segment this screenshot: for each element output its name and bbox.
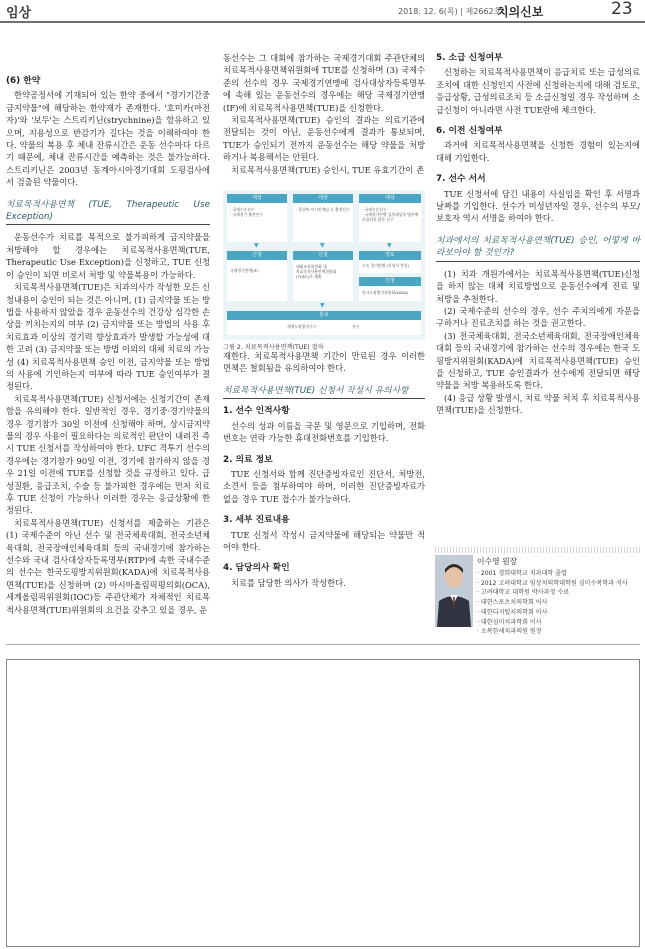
paragraph: 선수의 성과 이름을 국문 및 영문으로 기입하며, 전화번호는 연락 가능한 휴대전화번호를 기입한다. — [223, 420, 425, 444]
subheading-previous-application: 6. 이전 신청여부 — [436, 126, 503, 137]
flow-box — [293, 194, 353, 242]
subheading-athlete-info: 1. 선수 인적사항 — [223, 406, 290, 417]
author-name: 이수영 원장 — [477, 557, 518, 566]
cv-item: · 2012 고려대학교 임상치의학대학원 심미수복학과 석사 — [477, 579, 628, 587]
section-heading-dental-question: 치과에서의 치료목적사용면책(TUE) 승인, 어떻게 바라보아야 할 것인가? — [436, 235, 640, 262]
flow-box-text: · 국제수준선수 · 국제경기연맹 검사대상자 명부에 포함되지 않은 선수 — [362, 207, 419, 222]
cv-item: · 대한스포츠치의학회 이사 — [477, 599, 548, 607]
paragraph: 치료목적사용면책(TUE) 승인의 결과는 의료기관에 전달되는 것이 아닌, 운동선수에게 결과가 통보되며, TUE가 승인되기 전까지 운동선수는 해당 약물을 처방하거나 복용해서는 안된다. — [223, 115, 425, 163]
paragraph: 치료목적사용면책(TUE)은 치과의사가 작성한 모든 신청내용이 승인이 되는 것은 아니며, (1) 금지약물 또는 방법을 사용하지 않았을 경우 운동선수의 건강상 심각한 손상을 끼치는지의 여부 (2) 금지약물 또는 방법의 사용 후 치료효과 이상의 경기력 향상효과가 발생할 가능성에 대한 고려 (3) 금지약물 또는 방법 이외의 대체 치료의 가능성 (4) 치료목적사용면책 승인 이전, 금지약물 또는 방법의 사용에 기인하는지 여부에 따라 TUE 승인여부가 결정된다. — [6, 282, 210, 392]
paragraph: (3) 전국체육대회, 전국소년체육대회, 전국장애인체육대회 등의 국내경기에 참가하는 선수의 경우에는 한국 도핑방지위원회(KADA)에 치료목적사용면책(TUE) 승인을 신청하고, TUE 승인결과가 선수에게 전달되면 해당 약물을 처방 복용하도록 한다. — [436, 330, 640, 391]
flow-box-text: · 국제수준선수 · 국제경기 출전선수 — [230, 207, 263, 217]
flow-box-header: 신청 — [359, 277, 421, 286]
author-portrait-icon — [435, 555, 473, 627]
subheading-athlete-signature: 7. 선수 서서 — [436, 174, 486, 185]
flow-box — [227, 194, 287, 242]
flow-box — [359, 194, 421, 242]
paragraph: TUE 신청서 작성시 금지약물에 해당되는 약물만 적어야 한다. — [223, 529, 425, 552]
flow-box — [359, 277, 421, 301]
paragraph: (1) 치과 개원가에서는 치료목적사용면책(TUE)신청을 하지 않는 대체 치료방법으로 운동선수에게 진료 및 처방을 추천한다. — [436, 268, 640, 304]
paragraph: 치료목적사용면책(TUE) 승인시, TUE 유효기간이 존 — [231, 164, 425, 175]
section-heading-precautions: 치료목적사용면책(TUE) 신청서 작성시 유의사항 — [223, 385, 425, 399]
subheading-physician-confirm: 4. 담당의사 확인 — [223, 563, 290, 574]
flow-box-text: 선수 — [352, 324, 360, 329]
flow-box-text: 대회조직위원회 내 치료목적사용면책위원회 (TUEC)로 제출 — [296, 264, 337, 279]
flow-box-header: 신청 — [227, 251, 287, 260]
subheading-medical-info: 2. 의료 정보 — [223, 454, 273, 465]
flow-box-header: 검토 — [359, 251, 421, 260]
paragraph: 한약공정서에 기재되어 있는 한약 중에서 "경기기간중 금지약물"에 해당하는 한약재가 존재한다. '호미카(마전자)'와 '보두'는 스트리키닌(strychnine)을 함유하고 있으며, 지용성으로 반감기가 길다는 것을 이해하여야 한다. 약물의 복용 후 체내 잔류시간은 운동 선수마다 다르기 때문에, 체내 잔류시간을 예측하는 것은 불가능하다. 스트리키닌은 2003년 동계아시아경기대회 도핑검사에서 검출된 약물이다. — [6, 90, 210, 188]
flow-box — [293, 251, 353, 301]
cv-item: · 대한디지털치의학회 이사 — [477, 608, 548, 616]
subheading-korean-medicine: (6) 한약 — [6, 76, 41, 86]
article-column-1 — [6, 75, 210, 616]
article-column-3 — [436, 52, 640, 417]
section-divider — [6, 644, 640, 645]
flow-box — [227, 311, 421, 335]
paragraph: 운동선수가 치료를 목적으로 불가피하게 금지약물을 처방해야 할 경우에는 치료목적사용면책(TUE, Therapeutic Use Exception)을 신청하고, TUE 신청이 승인이 되면 비로서 처방 및 약물복용이 가능하다. — [6, 232, 210, 280]
flow-box-text: 국제경기연맹(IF) — [230, 268, 259, 273]
paragraph: 과거에 치료목적사용면책을 신청한 경험이 있는지에 대해 기입한다. — [436, 140, 640, 163]
paragraph: TUE 신청서에 담긴 내용이 사실임을 확인 후 서명과 날짜를 기입한다. 선수가 미성년자일 경우, 선수의 부모/보호자 역시 서명을 하여야 한다. — [436, 188, 640, 224]
issue-info: 2018. 12. 6(목) | 제2662호 — [398, 7, 502, 16]
paragraph: 치료목적사용면책(TUE) 신청서에는 신청기간이 존재함을 유의해야 한다. 일반적인 경우, 경기중·경기약물의 경우 경기참가 30일 이전에 신청해야 하며, 상시금지약물의 경우 사용이 필요하다는 의료적인 판단이 내려진 즉시 TUE 신청서를 작성하여야 한다. UFC 격투기 선수의 경우에는 경기참가 90일 이전, 경기에 참가하지 않을 경우 21일 이전에 TUE를 신청할 것을 규정하고 있다. 급성질환, 응급조치, 수술 등 불가피한 경우에는 먼저 치료 후 TUE 신청이 가능하나 이러한 경우는 응급상황에 한정된다. — [6, 393, 210, 516]
paragraph: 신청하는 치료목적사용면책이 응급치료 또는 급성의료조치에 대한 신청인지 사전에 신청하는지에 대해 검토로, 응급상황, 급성의료조치 등 소급신청일 경우 작성하며 소급신청이 아니라면 사전 TUE란에 체크한다. — [436, 67, 640, 115]
cv-item: · 오복한세치과의원 원장 — [477, 628, 542, 636]
blank-ad-area — [6, 659, 640, 947]
flow-box-text: 한국도핑방지위원회(KADA) — [362, 290, 409, 295]
flow-box-text: 소속 경기단체 (신청서 작성) — [362, 263, 409, 268]
author-cv-list — [477, 569, 628, 637]
flow-box — [359, 251, 421, 273]
arrow-down-icon: ▼ — [254, 242, 259, 249]
page-number: 23 — [611, 0, 633, 19]
flow-box-header: 대상 — [359, 194, 421, 203]
arrow-down-icon: ▼ — [320, 242, 325, 249]
paragraph: 동선수는 그 대회에 참가하는 국제경기대회 주관단체의 치료목적사용면책위원회에 TUE를 신청하며 (3) 국제수준의 선수의 경우 국제경기연맹에 검사대상자등록명부에 속해 있는 운동선수의 경우에는 해당 국제경기연맹(IF)에 치료목적사용면책(TUE)을 신청한다. — [223, 53, 425, 113]
newspaper-logo: 치의신보 — [497, 5, 544, 19]
flow-box-text: · 올림픽·아시안게임 등 출전선수 — [296, 207, 350, 212]
author-profile — [435, 547, 641, 637]
paragraph: TUE 신청서와 함께 진단증빙자료인 진단서, 처방전, 소견서 등을 첨부하여야 하며, 이러한 진단증빙자료가 없을 경우 TUE 접수가 불가능하다. — [223, 468, 425, 504]
paragraph: 재한다. 치료목적사용면책 기간이 만료된 경우 이러한 면책은 철회됨을 유의하여야 한다. — [223, 351, 425, 374]
cv-item: · 대한심미치과학회 이사 — [477, 618, 542, 626]
paragraph: (4) 응급 상황 발생시, 치료 약물 처치 후 치료목적사용면책(TUE)을 신청한다. — [436, 392, 640, 416]
flow-box-text: 세계도핑방지기구 — [287, 324, 317, 329]
paragraph: 치료목적사용면책(TUE) 신청서를 제출하는 기관은 (1) 국제수준이 아닌 선수 및 전국체육대회, 전국소년체육대회, 전국장애인체육대회 등의 국내경기에 참가하는 선수와 국내 검사대상자등록명부(RTP)에 속한 국내수준의 선수는 한국도핑방지위원회(KADA)에 치료목적사용면책(TUE)을 신청하며 (2) 아시아올림픽평의회(OCA), 세계올림픽위원회(IOC)등 주관단체가 자체적인 치료목적사용면책(TUE)위원회의 요건을 갖추고 있을 경우, 운 — [6, 517, 210, 615]
subheading-retroactive: 5. 소급 신청여부 — [436, 53, 503, 63]
header-rule — [0, 21, 645, 23]
flow-box-header: 대상 — [227, 194, 287, 203]
arrow-down-icon: ▼ — [387, 242, 392, 249]
section-heading-tue: 치료목적사용면책 (TUE, Therapeutic Use Exception) — [6, 199, 210, 226]
page-header — [0, 0, 645, 22]
flow-box — [227, 251, 287, 301]
section-label: 임상 — [6, 6, 32, 21]
figure-caption: 그림 2. 치료목적사용면책(TUE) 절차 — [223, 344, 324, 351]
flow-box-header: 대상 — [293, 194, 353, 203]
cv-item: · 고려대학교 대학원 박사과정 수료 — [477, 589, 570, 597]
author-band — [435, 547, 641, 553]
cv-item: · 2001 경희대학교 치과대학 졸업 — [477, 570, 567, 577]
tue-flowchart — [223, 190, 425, 340]
arrow-down-icon: ▼ — [320, 302, 325, 309]
author-photo — [435, 555, 473, 627]
paragraph: (2) 국제수준의 선수의 경우, 선수 주치의에게 자문을 구하거나 진료조치를 하는 것을 권고한다. — [436, 305, 640, 329]
subheading-treatment-details: 3. 세부 진료내용 — [223, 515, 290, 526]
flow-box-header: 신청 — [293, 251, 353, 260]
tue-procedure-figure — [223, 190, 425, 358]
flow-box-header: 통보 — [227, 311, 421, 320]
paragraph: 치료를 담당한 의사가 작성한다. — [231, 577, 346, 588]
